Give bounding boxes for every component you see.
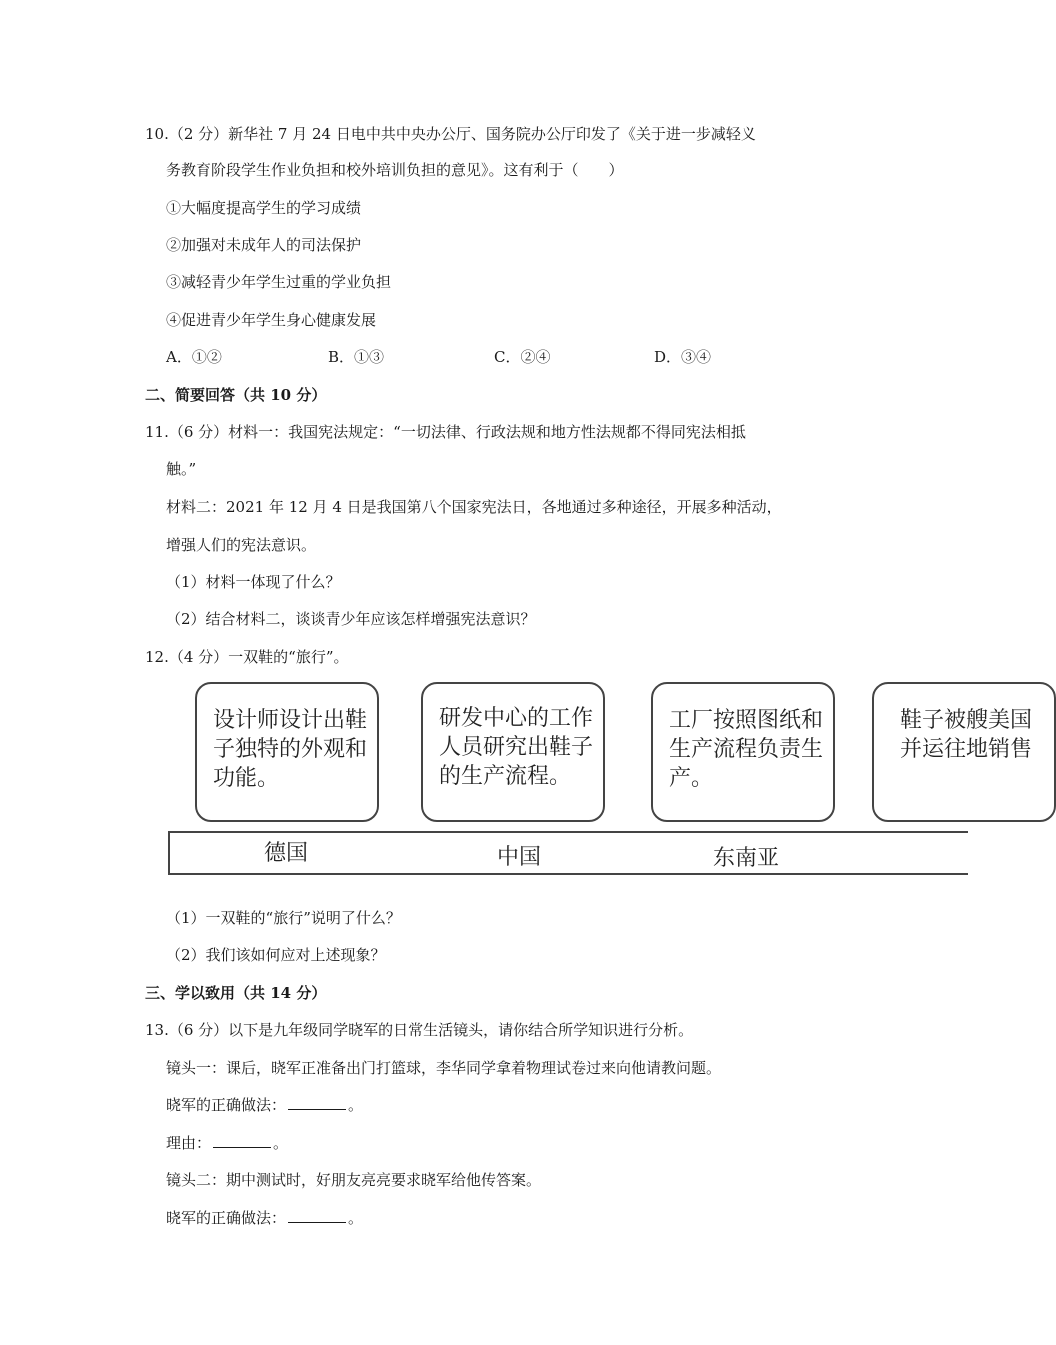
q13-answer-line-2 xyxy=(166,1208,363,1228)
q10-option-c: C．②④ xyxy=(494,348,551,366)
q11-subquestion-2: （2）结合材料二，谈谈青少年应该怎样增强宪法意识？ xyxy=(166,610,536,628)
q10-item-1: ①大幅度提高学生的学习成绩 xyxy=(166,199,362,217)
q10-option-b: B．①③ xyxy=(328,348,385,366)
q10-stem-line2: 务教育阶段学生作业负担和校外培训负担的意见》。这有利于（ ） xyxy=(166,161,624,179)
q13-reason-label: 理由： xyxy=(166,1134,212,1152)
q13-prompt-1: 晓军的正确做法： xyxy=(166,1096,287,1114)
q10-stem-line1: 10.（2 分）新华社 7 月 24 日电中共中央办公厅、国务院办公厅印发了《关于进一步减轻义 xyxy=(145,125,756,143)
q11-subquestion-1: （1）材料一体现了什么？ xyxy=(166,573,341,591)
q13-scene-1: 镜头一：课后，晓军正准备出门打篮球，李华同学拿着物理试卷过来向他请教问题。 xyxy=(166,1059,722,1077)
q12-subquestion-1: （1）一双鞋的“旅行”说明了什么？ xyxy=(166,909,401,927)
q13-stem: 13.（6 分）以下是九年级同学晓军的日常生活镜头，请你结合所学知识进行分析。 xyxy=(145,1021,694,1039)
q12-stem: 12.（4 分）一双鞋的“旅行”。 xyxy=(145,648,349,666)
q11-material2-line1: 材料二：2021 年 12 月 4 日是我国第八个国家宪法日，各地通过多种途径，开展多种活动， xyxy=(166,498,782,516)
end-mark: 。 xyxy=(348,1209,364,1227)
diagram-box-shipping: 鞋子被艘美国并运往地销售 xyxy=(872,682,1056,822)
q11-stem-line2: 触。” xyxy=(166,460,197,478)
shoe-journey-diagram xyxy=(0,676,1033,886)
q10-item-3: ③减轻青少年学生过重的学业负担 xyxy=(166,273,392,291)
answer-blank-2[interactable] xyxy=(288,1208,346,1223)
end-mark: 。 xyxy=(273,1134,289,1152)
diagram-box-research: 研发中心的工作人员研究出鞋子的生产流程。 xyxy=(421,682,605,822)
q10-item-4: ④促进青少年学生身心健康发展 xyxy=(166,311,377,329)
diagram-box-factory: 工厂按照图纸和生产流程负责生产。 xyxy=(651,682,835,822)
q13-scene-2: 镜头二：期中测试时，好朋友亮亮要求晓军给他传答案。 xyxy=(166,1171,542,1189)
q10-option-d: D．③④ xyxy=(654,348,712,366)
q11-stem-line1: 11.（6 分）材料一：我国宪法规定：“一切法律、行政法规和地方性法规都不得同宪法相抵 xyxy=(145,423,746,441)
country-germany: 德国 xyxy=(264,841,309,866)
diagram-box-design: 设计师设计出鞋子独特的外观和功能。 xyxy=(195,682,379,822)
country-china: 中国 xyxy=(497,845,542,870)
country-southeast-asia: 东南亚 xyxy=(713,846,780,871)
q13-prompt-2: 晓军的正确做法： xyxy=(166,1209,287,1227)
answer-blank-reason[interactable] xyxy=(213,1133,271,1148)
q10-option-a: A．①② xyxy=(166,348,222,366)
q12-subquestion-2: （2）我们该如何应对上述现象？ xyxy=(166,946,386,964)
q11-material2-line2: 增强人们的宪法意识。 xyxy=(166,536,317,554)
section3-heading: 三、学以致用（共 14 分） xyxy=(145,984,327,1002)
end-mark: 。 xyxy=(348,1096,364,1114)
answer-blank-1[interactable] xyxy=(288,1095,346,1110)
q13-answer-line-1 xyxy=(166,1095,363,1115)
q13-reason-line xyxy=(166,1133,288,1153)
section2-heading: 二、简要回答（共 10 分） xyxy=(145,386,327,404)
q10-item-2: ②加强对未成年人的司法保护 xyxy=(166,236,362,254)
